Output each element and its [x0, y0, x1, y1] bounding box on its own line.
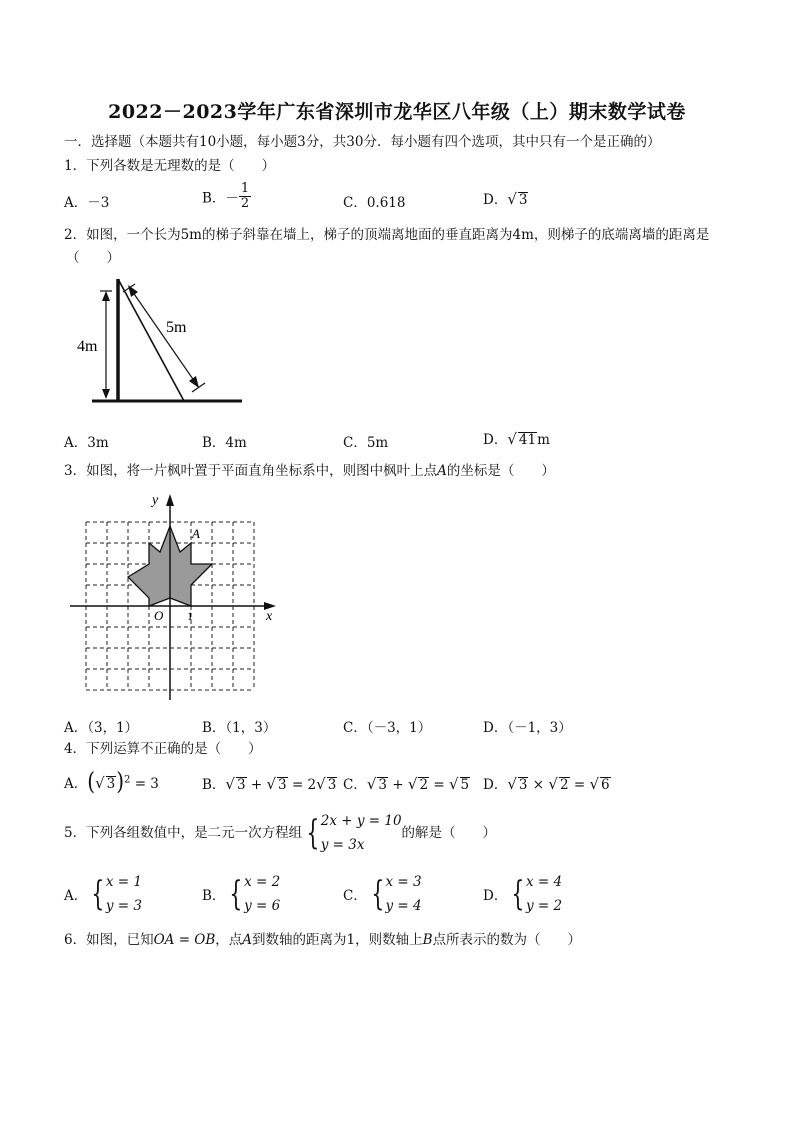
q4-option-d: D．√ 3 × √ 2 = √ 6 — [483, 775, 610, 793]
section-heading: 一．选择题（本题共有10小题，每小题3分，共30分．每小题有四个选项，其中只有一个是正确的） — [64, 134, 661, 150]
question-4-stem: 4．下列运算不正确的是（ ） — [64, 741, 262, 757]
length-arrow-top — [128, 285, 138, 297]
height-arrow-top — [102, 291, 110, 301]
q4-option-a: A．(√ 3)$^2$ = 3 — [64, 766, 159, 796]
point-a-label: A — [192, 526, 200, 541]
page-title: 2022－2023学年广东省深圳市龙华区八年级（上）期末数学试卷 — [108, 101, 686, 123]
q5-option-b: B． { x = 2 y = 6 — [202, 874, 281, 914]
q1-option-a: A．－3 — [64, 195, 110, 211]
q2-option-b: B．4m — [202, 435, 247, 451]
q5-option-d: D． { x = 4 y = 2 — [483, 874, 563, 914]
q5-option-c: C． { x = 3 y = 4 — [343, 874, 422, 914]
maple-leaf-coordinate-figure — [68, 490, 280, 702]
q1-option-d: D．√ 3 — [483, 190, 528, 208]
length-arrow-bottom — [189, 376, 199, 388]
q1-option-c: C．0.618 — [343, 195, 406, 211]
origin-label: O — [154, 608, 164, 623]
height-arrow-bottom — [102, 389, 110, 399]
question-1-stem: 1．下列各数是无理数的是（ ） — [64, 158, 276, 174]
tick-label-one: 1 — [187, 609, 193, 623]
height-label: 4m — [77, 338, 98, 355]
question-3-stem: 3．如图，将一片枫叶置于平面直角坐标系中，则图中枫叶上点A的坐标是（ ） — [64, 463, 555, 479]
q4-option-b: B．√ 3 + √ 3 = 2√ 3 — [202, 775, 337, 793]
question-2-stem: 2．如图，一个长为5m的梯子斜靠在墙上，梯子的顶端离地面的垂直距离为4m，则梯子的底端离墙的距离是 — [64, 227, 710, 243]
q3-option-b: B．（1，3） — [202, 720, 277, 736]
q3-option-c: C．（－3，1） — [343, 720, 432, 736]
q2-option-d: D．√ 41m — [483, 430, 550, 448]
ladder-figure — [77, 275, 250, 410]
question-5-stem: 5．下列各组数值中，是二元一次方程组 { 2x + y = 10 y = 3x 的解是（ ） — [64, 813, 497, 853]
q3-option-d: D．（－1，3） — [483, 720, 572, 736]
ladder-line — [118, 279, 184, 401]
length-dim-line — [130, 288, 197, 385]
question-6-stem: 6．如图，已知OA = OB，点A到数轴的距离为1，则数轴上B点所表示的数为（ ） — [64, 932, 582, 948]
q2-option-a: A．3m — [64, 435, 109, 451]
q2-option-c: C．5m — [343, 435, 389, 451]
q1-option-b: B．－ $\frac{1}{2}$ — [202, 181, 250, 211]
q5-option-a: A． { x = 1 y = 3 — [64, 874, 143, 914]
y-axis-arrow — [166, 494, 174, 506]
q3-option-a: A．（3，1） — [64, 720, 139, 736]
q4-option-c: C．√ 3 + √ 2 = √ 5 — [343, 775, 470, 793]
y-axis-label: y — [152, 493, 159, 508]
length-label: 5m — [166, 319, 187, 336]
x-axis-label: x — [266, 609, 273, 624]
question-2-stem-cont: （ ） — [66, 250, 120, 266]
